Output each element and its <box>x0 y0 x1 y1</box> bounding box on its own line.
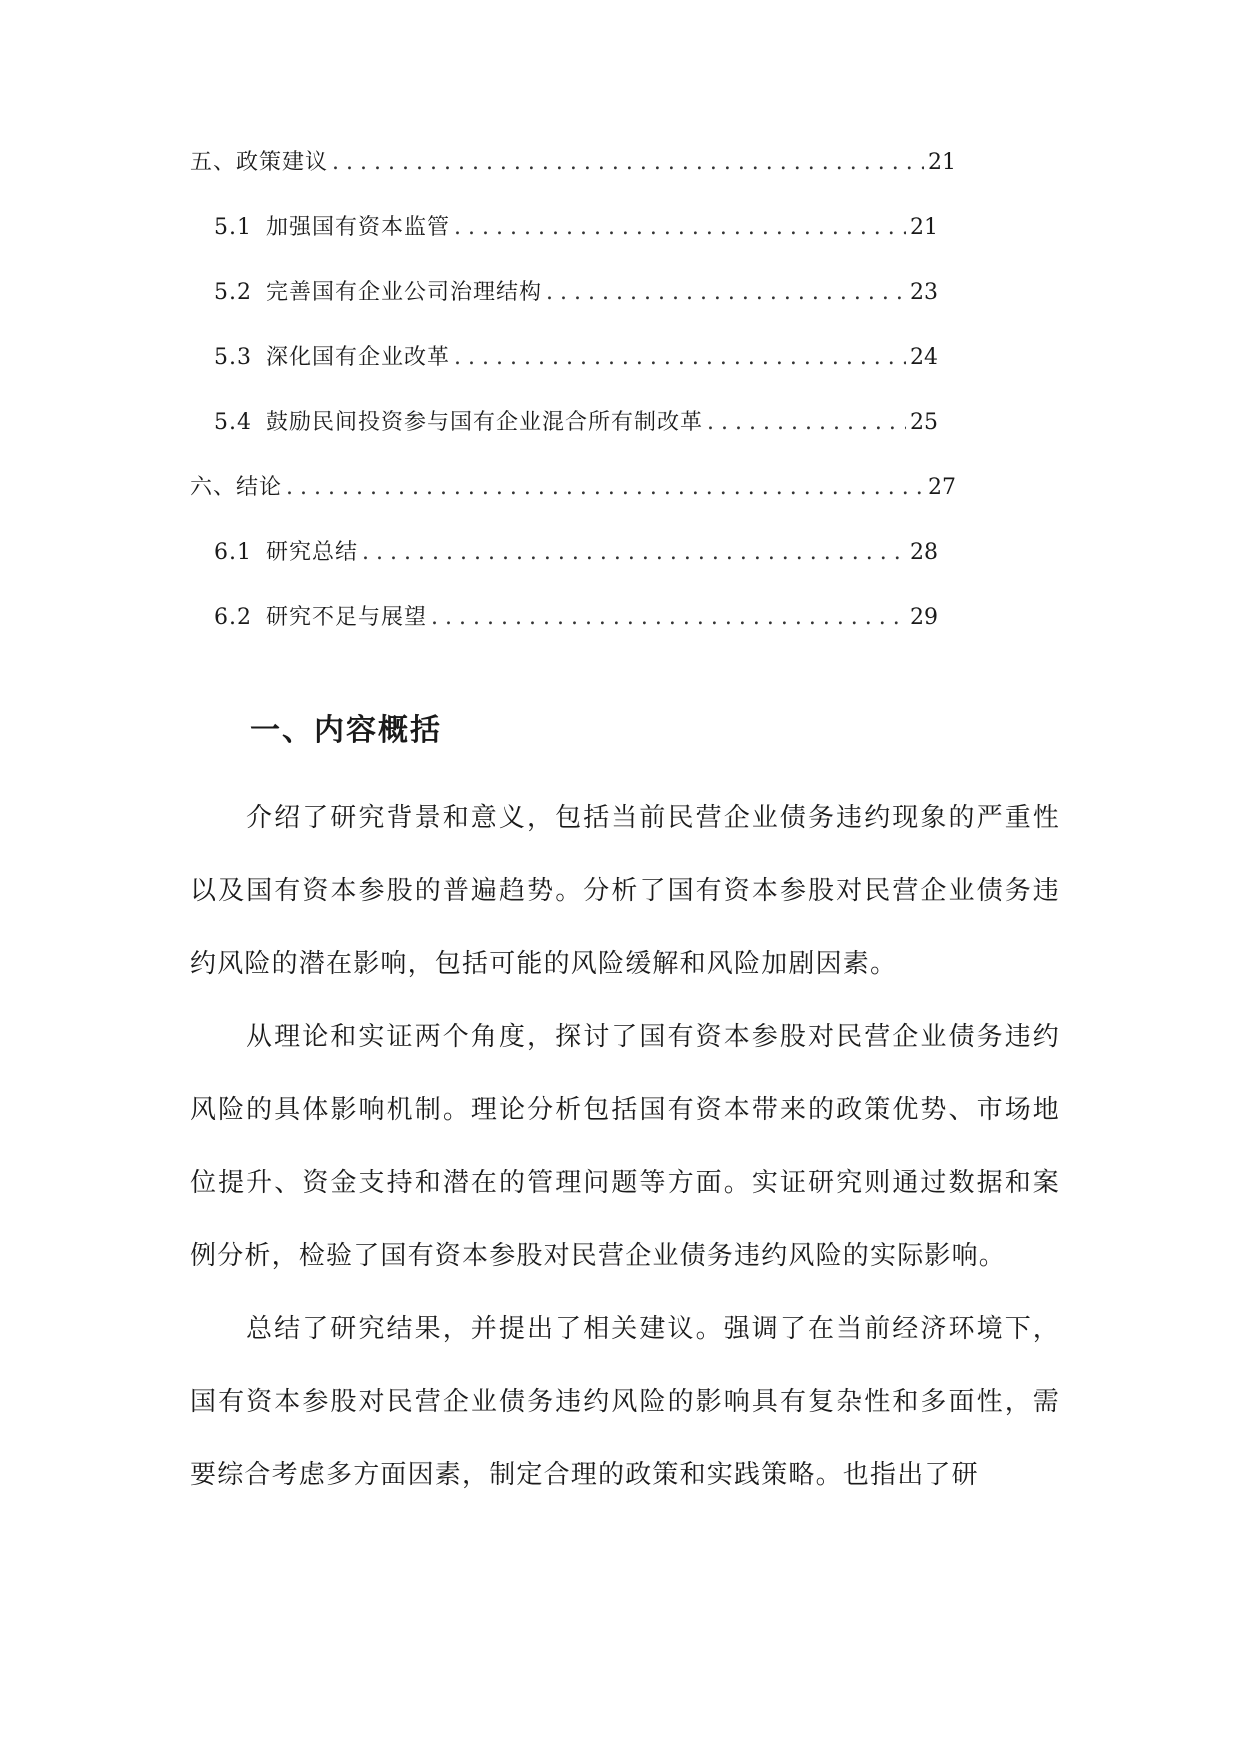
toc-leader-dots <box>286 473 924 503</box>
toc-leader-dots <box>707 408 906 438</box>
toc-entry[interactable] <box>190 343 956 408</box>
toc-page-number: 25 <box>910 410 938 435</box>
toc-page-number: 28 <box>910 540 938 565</box>
toc-page-number: 24 <box>910 345 938 370</box>
toc-entry[interactable] <box>190 213 956 278</box>
toc-leader-dots <box>332 148 924 178</box>
toc-entry-number: 5.2 <box>214 280 252 305</box>
toc-entry-number: 5.3 <box>214 345 252 370</box>
toc-page-number: 29 <box>910 605 938 630</box>
toc-leader-dots <box>454 343 906 373</box>
toc-entry-number: 5.4 <box>214 410 252 435</box>
toc-entry[interactable] <box>190 538 956 603</box>
toc-entry[interactable] <box>190 408 956 473</box>
section-body <box>190 782 1060 1512</box>
toc-page-number: 21 <box>928 150 956 175</box>
toc-entry-number: 5.1 <box>214 215 252 240</box>
body-paragraph: 总结了研究结果，并提出了相关建议。强调了在当前经济环境下，国有资本参股对民营企业债务违约风险的影响具有复杂性和多面性，需要综合考虑多方面因素，制定合理的政策和实践策略。也指出了研 <box>190 1314 1060 1490</box>
toc-leader-dots <box>454 213 906 243</box>
toc-entry-title: 完善国有企业公司治理结构 <box>266 280 543 305</box>
toc-entry-title: 深化国有企业改革 <box>266 345 451 370</box>
section-heading: 一、内容概括 <box>250 713 442 748</box>
toc-entry-title: 研究总结 <box>266 540 359 565</box>
toc-entry[interactable] <box>190 148 956 213</box>
toc-entry[interactable] <box>190 473 956 538</box>
toc-entry-title: 六、结论 <box>190 475 283 500</box>
toc-leader-dots <box>362 538 906 568</box>
body-paragraph: 介绍了研究背景和意义，包括当前民营企业债务违约现象的严重性以及国有资本参股的普遍趋势。分析了国有资本参股对民营企业债务违约风险的潜在影响，包括可能的风险缓解和风险加剧因素。 <box>190 803 1060 979</box>
toc-entry-title: 鼓励民间投资参与国有企业混合所有制改革 <box>266 410 704 435</box>
body-paragraph: 从理论和实证两个角度，探讨了国有资本参股对民营企业债务违约风险的具体影响机制。理论分析包括国有资本带来的政策优势、市场地位提升、资金支持和潜在的管理问题等方面。实证研究则通过数据和案例分析，检验了国有资本参股对民营企业债务违约风险的实际影响。 <box>190 1022 1060 1271</box>
toc-entry-title: 研究不足与展望 <box>266 605 428 630</box>
toc-page-number: 23 <box>910 280 938 305</box>
toc-entry-title: 加强国有资本监管 <box>266 215 451 240</box>
toc-entry-title: 五、政策建议 <box>190 150 329 175</box>
toc-entry-number: 6.1 <box>214 540 252 565</box>
toc-entry[interactable] <box>190 603 956 668</box>
toc-entry-number: 6.2 <box>214 605 252 630</box>
toc-leader-dots <box>546 278 906 308</box>
toc-page-number: 27 <box>928 475 956 500</box>
table-of-contents <box>190 148 956 668</box>
toc-leader-dots <box>431 603 906 633</box>
toc-entry[interactable] <box>190 278 956 343</box>
toc-page-number: 21 <box>910 215 938 240</box>
